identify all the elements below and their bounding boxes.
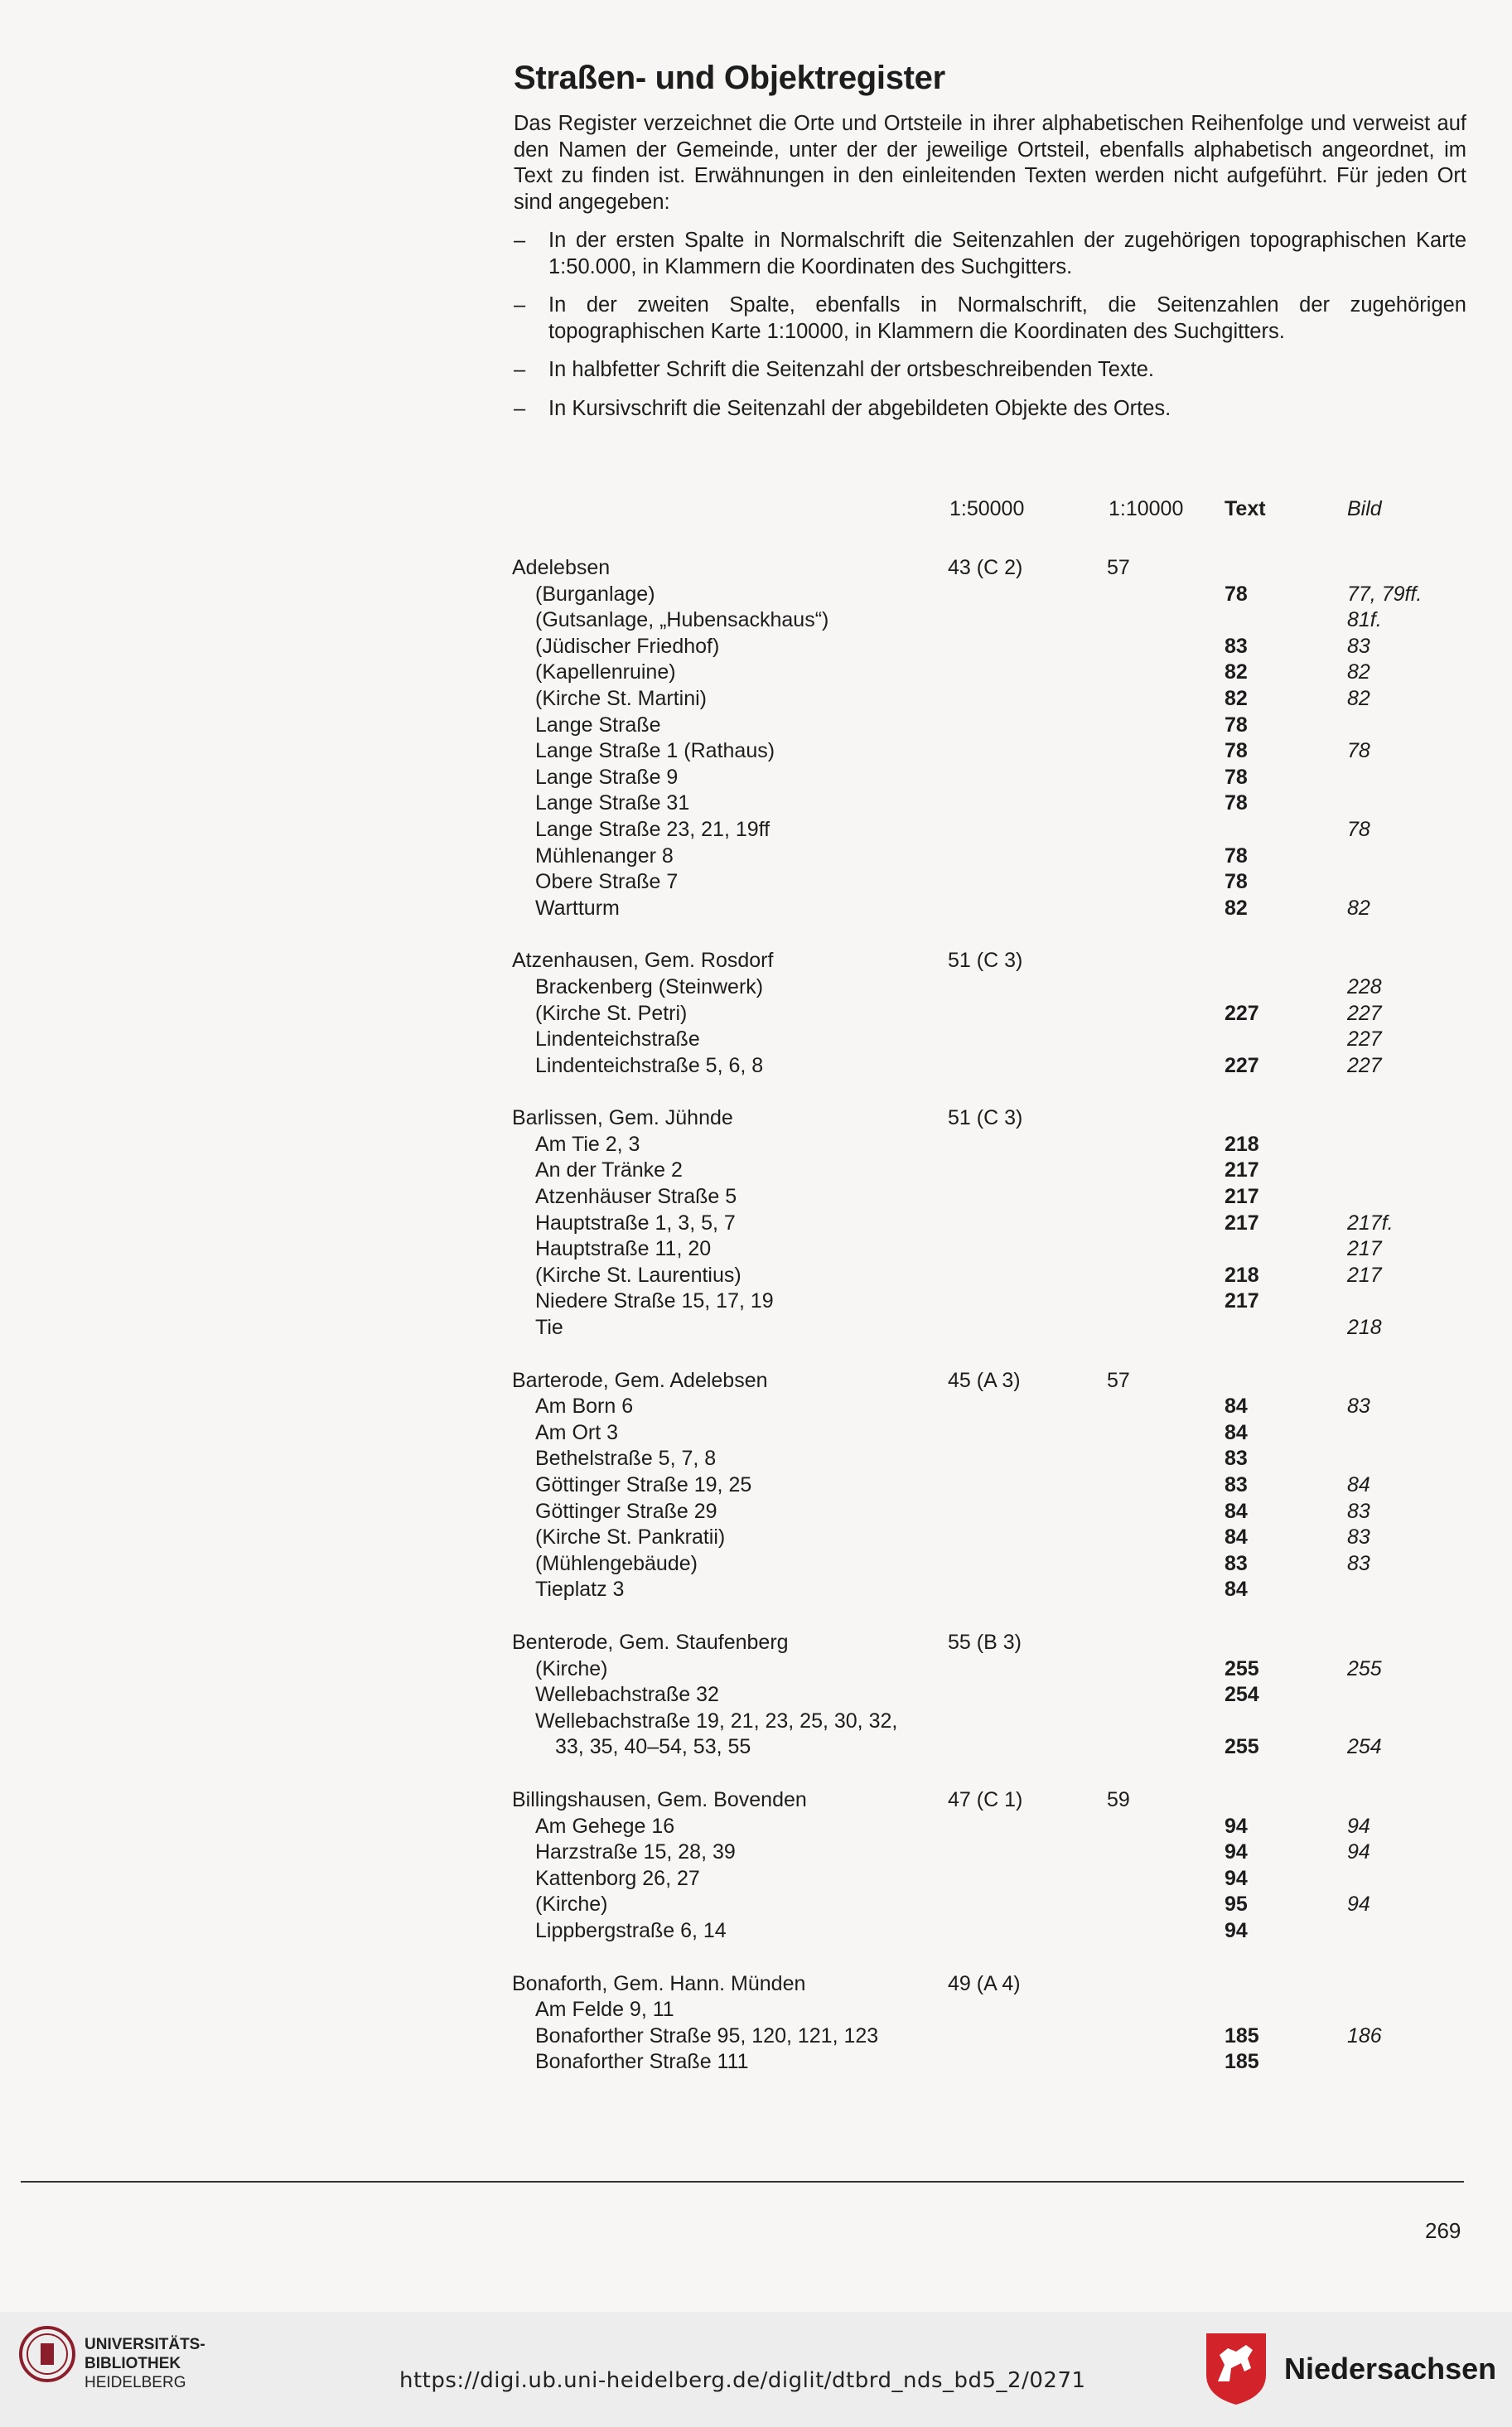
register-entry-name: Bonaforther Straße 111 xyxy=(535,2050,749,2074)
image-page-ref: 83 xyxy=(1347,1395,1370,1419)
register-row xyxy=(512,2023,1481,2050)
register-entry-name: Mühlenanger 8 xyxy=(535,844,674,868)
place-entry xyxy=(512,555,1481,921)
register-row xyxy=(512,896,1481,922)
image-page-ref: 228 xyxy=(1347,974,1382,998)
text-page-ref: 84 xyxy=(1225,1395,1248,1419)
register-row xyxy=(512,817,1481,844)
register-entry-name: Tieplatz 3 xyxy=(535,1578,625,1602)
image-page-ref: 227 xyxy=(1347,1001,1382,1025)
register-row xyxy=(512,1499,1481,1525)
image-page-ref: 78 xyxy=(1347,739,1370,763)
register-row xyxy=(512,660,1481,686)
register-entry-name: Brackenberg (Steinwerk) xyxy=(535,974,764,998)
register-row xyxy=(512,869,1481,896)
image-page-ref: 78 xyxy=(1347,817,1370,841)
register-entry-name: Atzenhausen, Gem. Rosdorf xyxy=(512,949,774,973)
place-entry xyxy=(512,1787,1481,1945)
register-row xyxy=(512,607,1481,634)
map-10000-ref: 57 xyxy=(1107,1368,1130,1392)
explanation-list xyxy=(514,228,1466,434)
register-entry-name: Lange Straße 9 xyxy=(535,765,679,789)
register-row xyxy=(512,1184,1481,1211)
column-header-1-10000: 1:10000 xyxy=(1109,497,1184,520)
register-entry-name: (Kirche St. Laurentius) xyxy=(535,1263,742,1287)
text-page-ref: 78 xyxy=(1225,791,1248,815)
university-seal-icon xyxy=(18,2325,76,2387)
register-entry-name: An der Tränke 2 xyxy=(535,1158,683,1182)
image-page-ref: 77, 79ff. xyxy=(1347,582,1423,606)
text-page-ref: 78 xyxy=(1225,582,1248,606)
column-header-text: Text xyxy=(1225,497,1266,520)
register-entry-name: Am Felde 9, 11 xyxy=(535,1998,674,2022)
register-row xyxy=(512,1472,1481,1499)
image-page-ref: 186 xyxy=(1347,2023,1382,2047)
register-row xyxy=(512,1315,1481,1342)
text-page-ref: 82 xyxy=(1225,660,1248,684)
register-entry-name: Hauptstraße 1, 3, 5, 7 xyxy=(535,1211,736,1235)
register-entry-name: Tie xyxy=(535,1316,563,1340)
text-page-ref: 84 xyxy=(1225,1420,1248,1444)
register-row xyxy=(512,686,1481,713)
dash-marker: – xyxy=(514,293,526,317)
place-heading-row xyxy=(512,555,1481,582)
register-row xyxy=(512,1866,1481,1893)
register-entry-name: Wellebachstraße 32 xyxy=(535,1683,719,1707)
map-50000-ref: 47 (C 1) xyxy=(948,1787,1023,1811)
register-entry-name: Am Ort 3 xyxy=(535,1420,619,1444)
register-row xyxy=(512,1814,1481,1840)
image-page-ref: 83 xyxy=(1347,1499,1370,1523)
map-50000-ref: 45 (A 3) xyxy=(948,1368,1021,1392)
register-row xyxy=(512,1053,1481,1080)
text-page-ref: 82 xyxy=(1225,686,1248,710)
image-page-ref: 82 xyxy=(1347,686,1370,710)
text-page-ref: 83 xyxy=(1225,634,1248,658)
text-page-ref: 217 xyxy=(1225,1185,1259,1209)
register-entry-name: Göttinger Straße 19, 25 xyxy=(535,1473,752,1496)
text-page-ref: 218 xyxy=(1225,1132,1259,1156)
register-row xyxy=(512,1288,1481,1315)
library-line-2: BIBLIOTHEK xyxy=(85,2355,181,2372)
text-page-ref: 84 xyxy=(1225,1525,1248,1550)
text-page-ref: 84 xyxy=(1225,1499,1248,1523)
register-table xyxy=(512,555,1481,2102)
register-row xyxy=(512,1394,1481,1420)
source-url-link[interactable]: https://digi.ub.uni-heidelberg.de/diglit/dtbrd_nds_bd5_2/0271 xyxy=(399,2368,1086,2393)
dash-marker: – xyxy=(514,358,526,381)
text-page-ref: 83 xyxy=(1225,1447,1248,1471)
explanation-item xyxy=(514,396,1466,423)
register-entry-name: Obere Straße 7 xyxy=(535,870,679,894)
text-page-ref: 255 xyxy=(1225,1656,1259,1680)
register-row xyxy=(512,1997,1481,2023)
register-row xyxy=(512,1682,1481,1709)
library-line-1: UNIVERSITÄTS- xyxy=(85,2336,205,2353)
image-page-ref: 254 xyxy=(1347,1735,1382,1759)
image-page-ref: 82 xyxy=(1347,896,1370,920)
register-entry-name: Barterode, Gem. Adelebsen xyxy=(512,1368,768,1392)
image-page-ref: 218 xyxy=(1347,1316,1382,1340)
register-row xyxy=(512,1525,1481,1551)
text-page-ref: 217 xyxy=(1225,1289,1259,1313)
register-entry-name: Göttinger Straße 29 xyxy=(535,1499,717,1523)
text-page-ref: 78 xyxy=(1225,713,1248,737)
text-page-ref: 94 xyxy=(1225,1814,1248,1838)
register-row xyxy=(512,1001,1481,1027)
register-row xyxy=(512,1132,1481,1158)
text-page-ref: 83 xyxy=(1225,1473,1248,1496)
explanation-text: In halbfetter Schrift die Seitenzahl der ortsbeschreibenden Texte. xyxy=(548,358,1154,381)
register-entry-name: Lange Straße 23, 21, 19ff xyxy=(535,817,770,841)
image-page-ref: 94 xyxy=(1347,1814,1370,1838)
library-name xyxy=(85,2335,205,2392)
map-50000-ref: 55 (B 3) xyxy=(948,1630,1022,1654)
dash-marker: – xyxy=(514,396,526,420)
place-heading-row xyxy=(512,1105,1481,1132)
register-row xyxy=(512,790,1481,817)
register-entry-name: Am Gehege 16 xyxy=(535,1814,675,1838)
place-heading-row xyxy=(512,948,1481,974)
image-page-ref: 255 xyxy=(1347,1656,1382,1680)
explanation-item xyxy=(514,292,1466,345)
map-50000-ref: 51 (C 3) xyxy=(948,1106,1023,1130)
register-row xyxy=(512,634,1481,660)
register-entry-name: Barlissen, Gem. Jühnde xyxy=(512,1106,733,1130)
register-entry-name: Lindenteichstraße xyxy=(535,1027,700,1052)
register-entry-name: Lindenteichstraße 5, 6, 8 xyxy=(535,1053,764,1077)
register-entry-name: Kattenborg 26, 27 xyxy=(535,1866,700,1890)
register-row xyxy=(512,1027,1481,1053)
text-page-ref: 78 xyxy=(1225,870,1248,894)
image-page-ref: 227 xyxy=(1347,1053,1382,1077)
map-50000-ref: 49 (A 4) xyxy=(948,1971,1021,1995)
register-entry-name: Bethelstraße 5, 7, 8 xyxy=(535,1447,717,1471)
register-row xyxy=(512,1840,1481,1866)
register-entry-name: Wartturm xyxy=(535,896,620,920)
register-row xyxy=(512,738,1481,765)
place-entry xyxy=(512,1368,1481,1603)
register-row xyxy=(512,974,1481,1001)
register-entry-name: (Kapellenruine) xyxy=(535,660,676,684)
register-entry-name: Bonaforther Straße 95, 120, 121, 123 xyxy=(535,2023,879,2047)
register-entry-name: Billingshausen, Gem. Bovenden xyxy=(512,1787,807,1811)
register-entry-name: Harzstraße 15, 28, 39 xyxy=(535,1840,736,1864)
text-page-ref: 185 xyxy=(1225,2023,1259,2047)
image-page-ref: 217f. xyxy=(1347,1211,1394,1235)
text-page-ref: 185 xyxy=(1225,2050,1259,2074)
register-entry-name: Atzenhäuser Straße 5 xyxy=(535,1185,737,1209)
register-entry-name: Niedere Straße 15, 17, 19 xyxy=(535,1289,774,1313)
niedersachsen-horse-icon xyxy=(1203,2330,1269,2410)
page-title: Straßen- und Objektregister xyxy=(514,60,945,96)
bottom-rule xyxy=(21,2181,1464,2183)
register-entry-name: Am Tie 2, 3 xyxy=(535,1132,640,1156)
register-row xyxy=(512,1551,1481,1578)
image-page-ref: 94 xyxy=(1347,1893,1370,1917)
register-entry-name: Hauptstraße 11, 20 xyxy=(535,1237,712,1261)
place-heading-row xyxy=(512,1630,1481,1656)
register-row xyxy=(512,713,1481,739)
register-row xyxy=(512,765,1481,791)
register-entry-name: (Kirche St. Petri) xyxy=(535,1001,688,1025)
library-line-3: HEIDELBERG xyxy=(85,2374,186,2391)
image-page-ref: 81f. xyxy=(1347,608,1382,632)
register-row xyxy=(512,1158,1481,1184)
register-row xyxy=(512,1734,1481,1761)
text-page-ref: 95 xyxy=(1225,1893,1248,1917)
register-row xyxy=(512,1577,1481,1603)
text-page-ref: 218 xyxy=(1225,1263,1259,1287)
text-page-ref: 254 xyxy=(1225,1683,1259,1707)
text-page-ref: 255 xyxy=(1225,1735,1259,1759)
place-heading-row xyxy=(512,1787,1481,1814)
register-row xyxy=(512,1918,1481,1945)
register-row xyxy=(512,2049,1481,2076)
place-entry xyxy=(512,1971,1481,2076)
register-entry-name: Lippbergstraße 6, 14 xyxy=(535,1918,727,1942)
image-page-ref: 217 xyxy=(1347,1263,1382,1287)
column-header-bild: Bild xyxy=(1347,497,1382,520)
image-page-ref: 84 xyxy=(1347,1473,1370,1496)
text-page-ref: 78 xyxy=(1225,739,1248,763)
map-10000-ref: 57 xyxy=(1107,556,1130,579)
text-page-ref: 217 xyxy=(1225,1211,1259,1235)
map-10000-ref: 59 xyxy=(1107,1787,1130,1811)
register-row xyxy=(512,1263,1481,1289)
text-page-ref: 78 xyxy=(1225,765,1248,789)
explanation-item xyxy=(514,228,1466,280)
register-entry-name: Am Born 6 xyxy=(535,1395,634,1419)
register-entry-name: (Jüdischer Friedhof) xyxy=(535,634,720,658)
register-row xyxy=(512,1446,1481,1472)
text-page-ref: 78 xyxy=(1225,844,1248,868)
text-page-ref: 217 xyxy=(1225,1158,1259,1182)
map-50000-ref: 51 (C 3) xyxy=(948,949,1023,973)
register-entry-name: Benterode, Gem. Staufenberg xyxy=(512,1630,789,1654)
place-entry xyxy=(512,948,1481,1079)
place-heading-row xyxy=(512,1368,1481,1395)
text-page-ref: 94 xyxy=(1225,1866,1248,1890)
image-page-ref: 227 xyxy=(1347,1027,1382,1052)
register-row xyxy=(512,582,1481,608)
register-row xyxy=(512,1656,1481,1683)
text-page-ref: 82 xyxy=(1225,896,1248,920)
text-page-ref: 84 xyxy=(1225,1578,1248,1602)
place-entry xyxy=(512,1630,1481,1761)
image-page-ref: 83 xyxy=(1347,634,1370,658)
image-page-ref: 82 xyxy=(1347,660,1370,684)
image-page-ref: 83 xyxy=(1347,1551,1370,1575)
dash-marker: – xyxy=(514,229,526,252)
register-entry-name: (Kirche St. Pankratii) xyxy=(535,1525,726,1550)
page-number: 269 xyxy=(1425,2218,1461,2243)
map-50000-ref: 43 (C 2) xyxy=(948,556,1023,579)
explanation-text: In der ersten Spalte in Normalschrift die Seitenzahlen der zugehörigen topographischen Karte 1:50.000, in Klammern die Koordinaten des Suchgitters. xyxy=(548,229,1466,278)
register-row xyxy=(512,1420,1481,1447)
register-entry-name: Bonaforth, Gem. Hann. Münden xyxy=(512,1971,806,1995)
register-row xyxy=(512,1892,1481,1918)
text-page-ref: 227 xyxy=(1225,1001,1259,1025)
register-entry-name: Lange Straße 1 (Rathaus) xyxy=(535,739,775,763)
register-entry-name: 33, 35, 40–54, 53, 55 xyxy=(555,1735,751,1759)
register-row xyxy=(512,844,1481,870)
image-page-ref: 83 xyxy=(1347,1525,1370,1550)
register-entry-name: Wellebachstraße 19, 21, 23, 25, 30, 32, xyxy=(535,1709,898,1733)
text-page-ref: 83 xyxy=(1225,1551,1248,1575)
register-entry-name: (Kirche) xyxy=(535,1656,608,1680)
place-heading-row xyxy=(512,1971,1481,1998)
register-row xyxy=(512,1709,1481,1735)
register-entry-name: (Kirche) xyxy=(535,1893,608,1917)
register-entry-name: Adelebsen xyxy=(512,556,611,579)
image-page-ref: 94 xyxy=(1347,1840,1370,1864)
register-row xyxy=(512,1236,1481,1263)
register-entry-name: Lange Straße xyxy=(535,713,661,737)
column-header-1-50000: 1:50000 xyxy=(949,497,1025,520)
text-page-ref: 227 xyxy=(1225,1053,1259,1077)
register-entry-name: (Gutsanlage, „Hubensackhaus“) xyxy=(535,608,829,632)
text-page-ref: 94 xyxy=(1225,1840,1248,1864)
text-page-ref: 94 xyxy=(1225,1918,1248,1942)
image-page-ref: 217 xyxy=(1347,1237,1382,1261)
explanation-text: In Kursivschrift die Seitenzahl der abgebildeten Objekte des Ortes. xyxy=(548,396,1171,420)
niedersachsen-label: Niedersachsen xyxy=(1284,2352,1497,2386)
register-entry-name: (Burganlage) xyxy=(535,582,655,606)
register-row xyxy=(512,1211,1481,1237)
place-entry xyxy=(512,1105,1481,1341)
explanation-text: In der zweiten Spalte, ebenfalls in Normalschrift, die Seitenzahlen der zugehörigen topographischen Karte 1:10000, in Klammern die Koordinaten des Suchgitters. xyxy=(548,293,1466,343)
intro-paragraph: Das Register verzeichnet die Orte und Ortsteile in ihrer alphabetischen Reihenfolge und verweist auf den Namen der Gemeinde, unter der der jeweilige Ortsteil, ebenfalls alphabetisch angeordnet, im Text zu finden ist. Erwähnungen in den einleitenden Texten werden nicht aufgeführt. Für jeden Ort sind angegeben: xyxy=(514,112,1466,214)
register-entry-name: Lange Straße 31 xyxy=(535,791,690,815)
register-entry-name: (Kirche St. Martini) xyxy=(535,686,707,710)
register-entry-name: (Mühlengebäude) xyxy=(535,1551,698,1575)
explanation-item xyxy=(514,357,1466,384)
